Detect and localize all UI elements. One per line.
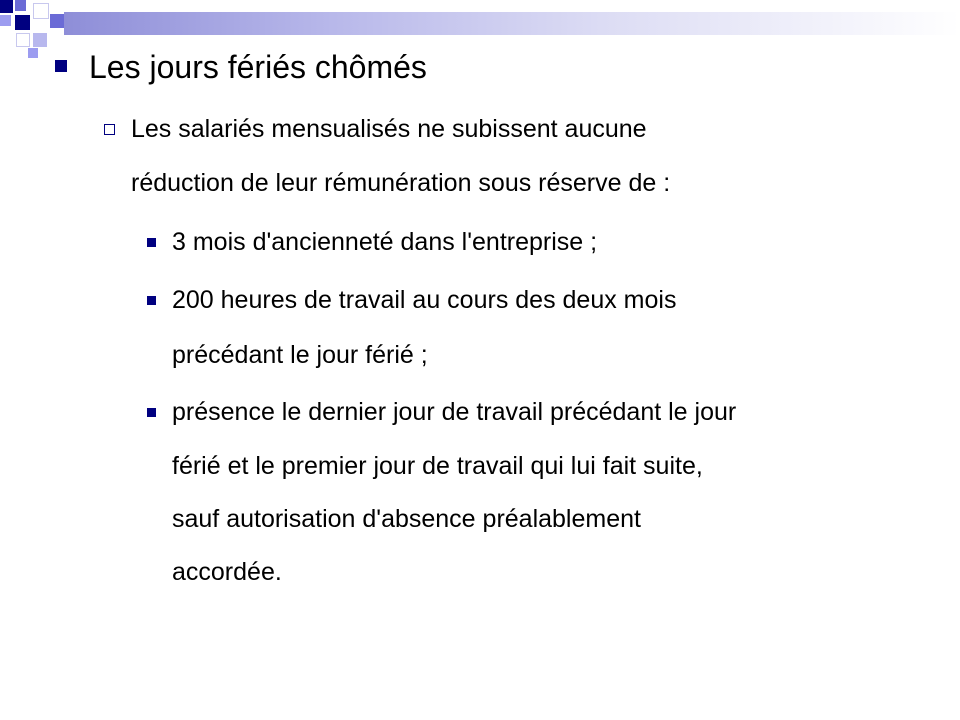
decor-square-icon (16, 33, 30, 47)
sub-item-line: Les salariés mensualisés ne subissent aucune (131, 115, 647, 143)
condition-line: présence le dernier jour de travail précédant le jour (172, 398, 737, 426)
square-bullet-icon (147, 408, 156, 417)
condition-line: férié et le premier jour de travail qui lui fait suite, (172, 452, 703, 480)
condition-line: 200 heures de travail au cours des deux mois (172, 286, 677, 314)
decor-square-icon (33, 33, 47, 47)
decor-square-icon (33, 3, 49, 19)
slide-title: Les jours fériés chômés (89, 49, 427, 85)
square-bullet-icon (147, 238, 156, 247)
condition-line: précédant le jour férié ; (172, 341, 428, 369)
condition-line: sauf autorisation d'absence préalablement (172, 505, 641, 533)
sub-item-line: réduction de leur rémunération sous réserve de : (131, 169, 671, 197)
hollow-square-bullet-icon (104, 124, 115, 135)
decor-square-icon (15, 15, 30, 30)
decor-square-icon (0, 15, 11, 26)
header-gradient-bar (64, 12, 960, 35)
square-bullet-icon (55, 60, 67, 72)
decor-square-icon (28, 48, 38, 58)
decor-square-icon (0, 0, 13, 13)
condition-line: 3 mois d'ancienneté dans l'entreprise ; (172, 228, 598, 256)
square-bullet-icon (147, 296, 156, 305)
decor-square-icon (50, 14, 64, 28)
condition-line: accordée. (172, 558, 282, 586)
decor-square-icon (15, 0, 26, 11)
